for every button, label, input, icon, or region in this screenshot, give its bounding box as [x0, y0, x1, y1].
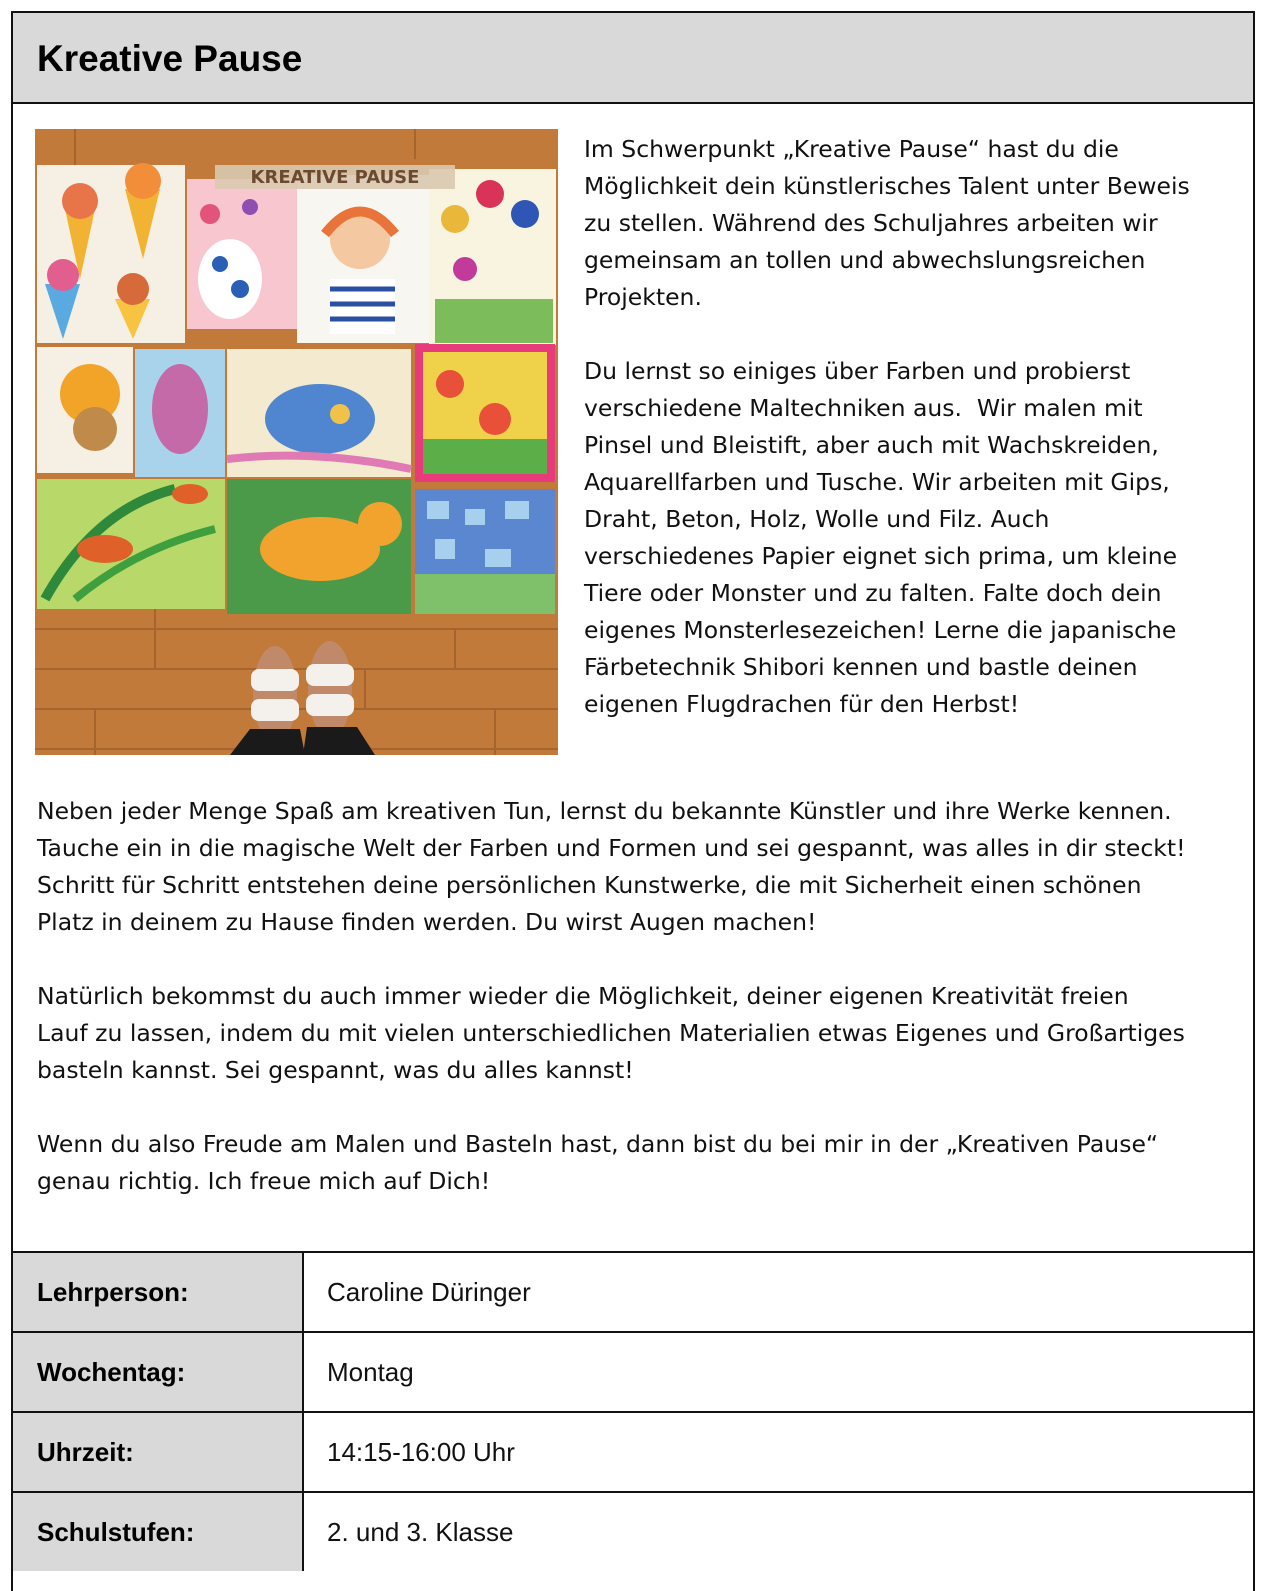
body-paragraph-4: Natürlich bekommst du auch immer wieder die Möglichkeit, deiner eigenen Kreativität freien Lauf zu lassen, indem du mit vielen unterschiedlichen Materialien etwas Eigenes und Großartiges basteln kannst. Sei gespannt, was du alles kannst! — [37, 982, 1185, 1084]
info-label: Schulstufen: — [13, 1493, 304, 1571]
info-value: Caroline Düringer — [327, 1277, 531, 1307]
info-value: 14:15-16:00 Uhr — [327, 1437, 515, 1467]
info-label: Lehrperson: — [13, 1253, 304, 1331]
page-title: Kreative Pause — [37, 38, 303, 79]
info-row-time — [13, 1411, 1253, 1491]
course-card — [11, 11, 1255, 1591]
info-label: Wochentag: — [13, 1333, 304, 1411]
body-paragraph-5: Wenn du also Freude am Malen und Basteln hast, dann bist du bei mir in der „Kreativen Pause“ genau richtig. Ich freue mich auf Dich! — [37, 1130, 1159, 1195]
info-value: Montag — [327, 1357, 414, 1387]
info-row-weekday — [13, 1331, 1253, 1411]
info-label: Uhrzeit: — [13, 1413, 304, 1491]
body-paragraph-3: Neben jeder Menge Spaß am kreativen Tun, lernst du bekannte Künstler und ihre Werke kennen. Tauche ein in die magische Welt der Farben und Formen und sei gespannt, was alles in dir steckt! Schritt für Schritt entstehen deine persönlichen Kunstwerke, die mit Sicherheit einen schönen Platz in deinem zu Hause finden werden. Du wirst Augen machen! — [37, 797, 1186, 936]
intro-paragraph-1: Im Schwerpunkt „Kreative Pause“ hast du die Möglichkeit dein künstlerisches Talent unter Beweis zu stellen. Während des Schuljahres arbeiten wir gemeinsam an tollen und abwechslungsreichen Projekten. — [584, 135, 1190, 311]
card-header — [13, 13, 1253, 104]
body-text — [37, 793, 1242, 1237]
banner-text: KREATIVE PAUSE — [250, 167, 420, 188]
intro-text — [584, 131, 1244, 760]
info-row-grades — [13, 1491, 1253, 1571]
intro-paragraph-2: Du lernst so einiges über Farben und probierst verschiedene Maltechniken aus. Wir malen mit Pinsel und Bleistift, aber auch mit Wachskreiden, Aquarellfarben und Tusche. Wir arbeiten mit Gips, Draht, Beton, Holz, Wolle und Filz. Auch verschiedenes Papier eignet sich prima, um kleine Tiere oder Monster und zu falten. Falte doch dein eigenes Monsterlesezeichen! Lerne die japanische Färbetechnik Shibori kennen und bastle deinen eigenen Flugdrachen für den Herbst! — [584, 357, 1178, 718]
artwork-photo — [35, 129, 558, 755]
info-value: 2. und 3. Klasse — [327, 1517, 514, 1547]
info-row-teacher — [13, 1251, 1253, 1331]
